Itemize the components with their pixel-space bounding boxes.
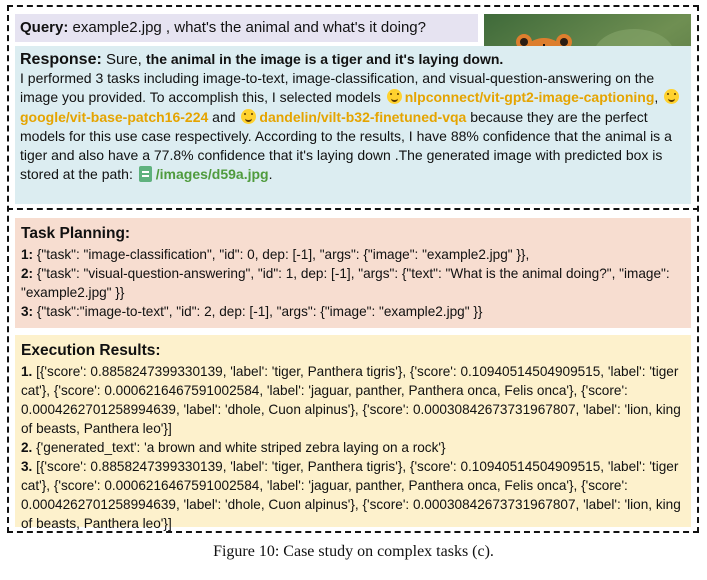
planning-item-number: 2: [21,266,34,281]
response-answer: the animal in the image is a tiger and it's laying down. [145,51,504,67]
execution-item [21,438,685,457]
response-end: . [268,166,273,183]
response-body-2: because they are the perfect models for this use case respectively. According to the results, I have 88% confidence that the animal is a tiger and also have a 77.8% confidence that it's laying down .The generated image with predicted box is stored at the path: [20,108,672,183]
planning-item-number: 1: [21,247,34,262]
execution-results-title: Execution Results: [21,342,161,359]
execution-item [21,457,685,533]
hugging-face-icon [664,89,679,104]
query-text: example2.jpg , what's the animal and what's it doing? [68,19,426,36]
planning-item-text: {"task": "visual-question-answering", "id": 1, dep: [-1], "args": {"text": "What is the animal doing?", "image": "example2.jpg" }} [21,266,670,300]
separator-1: , [654,89,663,106]
execution-item-text: [{'score': 0.8858247399330139, 'label': 'tiger, Panthera tigris'}, {'score': 0.10940514504909515, 'label': 'tiger cat'}, {'score': 0.0006216467591002584, 'label': 'jaguar, panther, Panthera onca, Felis onca'}, {'score': 0.0004262701258994639, 'label': 'dhole, Cuon alpinus'}, {'score': 0.00030842673731967807, 'label': 'lion, king of beasts, Panthera leo'}] [21,459,681,531]
model-link-1[interactable]: nlpconnect/vit-gpt2-image-captioning [404,89,655,106]
query-box [15,14,478,42]
execution-item-number: 3. [21,459,33,474]
hugging-face-icon [241,109,256,124]
execution-item [21,362,685,438]
response-label: Response: [20,51,102,68]
response-lead: Sure, [101,51,146,68]
query-label: Query: [20,19,69,36]
section-divider [7,208,699,210]
planning-item [21,264,685,302]
planning-item [21,245,685,264]
planning-item-text: {"task": "image-classification", "id": 0, dep: [-1], "args": {"image": "example2.jpg" }}, [33,247,530,262]
execution-item-number: 2. [21,440,33,455]
execution-item-text: {'generated_text': 'a brown and white striped zebra laying on a rock'} [32,440,446,455]
execution-results-box [15,335,691,531]
image-path-link[interactable]: /images/d59a.jpg [155,166,269,183]
planning-item-text: {"task":"image-to-text", "id": 2, dep: [-1], "args": {"image": "example2.jpg" }} [33,304,483,319]
execution-item-number: 1. [21,364,33,379]
planning-item [21,302,685,321]
separator-2: and [208,108,240,125]
model-link-3[interactable]: dandelin/vilt-b32-finetuned-vqa [259,108,467,125]
response-body-1: I performed 3 tasks including image-to-text, image-classification, and visual-question-answering on the image you provided. To accomplish this, I selected models [20,70,655,106]
file-icon [139,166,152,182]
model-link-2[interactable]: google/vit-base-patch16-224 [20,108,209,125]
figure-caption: Figure 10: Case study on complex tasks (c). [213,543,494,560]
hugging-face-icon [387,89,402,104]
execution-item-text: [{'score': 0.8858247399330139, 'label': 'tiger, Panthera tigris'}, {'score': 0.10940514504909515, 'label': 'tiger cat'}, {'score': 0.0006216467591002584, 'label': 'jaguar, panther, Panthera onca, Felis onca'}, {'score': 0.0004262701258994639, 'label': 'dhole, Cuon alpinus'}, {'score': 0.00030842673731967807, 'label': 'lion, king of beasts, Panthera leo'}] [21,364,681,436]
planning-item-number: 3: [21,304,34,319]
task-planning-title: Task Planning: [21,225,131,242]
task-planning-box [15,218,691,328]
response-box [15,46,691,204]
